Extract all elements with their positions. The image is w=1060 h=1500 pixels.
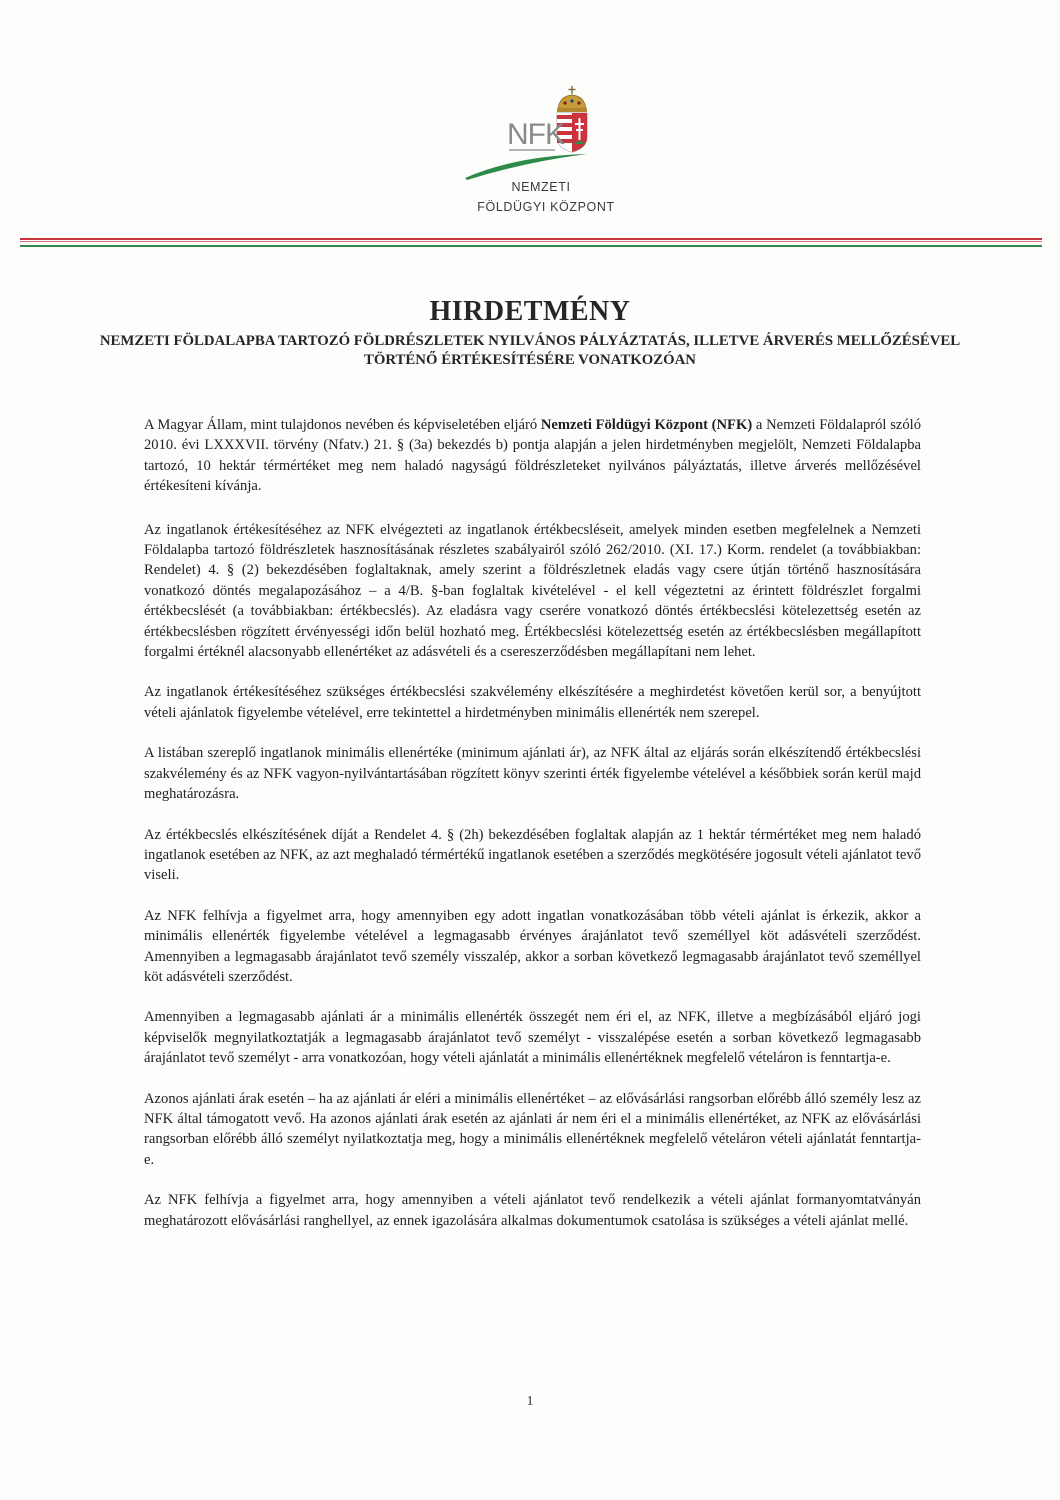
paragraph-8: Azonos ajánlati árak esetén – ha az ajánlati ár eléri a minimális ellenértéket – az elővásárlási rangsorban előrébb álló személy lesz az NFK által támogatott vevő. Ha azonos ajánlati árak esetén az ajánlati ár nem éri el a minimális ellenértéket, az NFK az elővásárlási rangsorban előrébb álló személyt nyilatkoztatja meg, hogy a minimális ellenértéknek megfelelő vételáron vételi ajánlatát fenntartja-e. — [144, 1090, 921, 1168]
paragraph-1-end: a Nemzeti Földalapról szóló 2010. évi LXXXVII. törvény (Nfatv.) 21. § (3a) bekezdés b) pontja alapján a jelen hirdetményben megjelölt, Nemzeti Földalapba tartozó, 10 hektár térmértéket meg nem haladó nagyságú földrészleteket nyilvános pályáztatás, illetve árverés mellőzésével értékesíteni kívánja. — [144, 417, 921, 495]
paragraph-1-org-name: Nemzeti Földügyi Központ (NFK) — [540, 417, 753, 433]
paragraph-7: Amennyiben a legmagasabb ajánlati ár a minimális ellenérték összegét nem éri el, az NFK, illetve a megbízásából eljáró jogi képviselők megnyilatkoztatják a legmagasabb árajánlatot tevő személyt - visszalépése esetén a sorban következő legmagasabb árajánlatot tevő személyt - arra vonatkozóan, hogy vételi ajánlatát a minimális ellenértéknek megfelelő vételáron is fenntartja-e. — [144, 1009, 921, 1067]
document-body — [144, 415, 921, 1251]
org-name-line2: FÖLDÜGYI KÖZPONT — [477, 200, 615, 214]
header-rule-green — [20, 245, 1042, 247]
paragraph-5: Az értékbecslés elkészítésének díját a Rendelet 4. § (2h) bekezdésében foglaltak alapján az 1 hektár térmértéket meg nem haladó ingatlanok esetében az NFK, az azt meghaladó térmértékű ingatlanok esetében a szerződés megkötésére jogosult vételi ajánlatot tevő viseli. — [144, 826, 921, 884]
green-swoosh-icon — [465, 154, 587, 180]
logo-mark-text: NFK — [507, 118, 564, 151]
page-number: 1 — [526, 1394, 534, 1409]
document-title: HIRDETMÉNY — [429, 296, 631, 327]
paragraph-2: Az ingatlanok értékesítéséhez az NFK elvégezteti az ingatlanok értékbecsléseit, amelyek minden esetben megfelelnek a Nemzeti Földalapba tartozó földrészletek hasznosításának részletes szabályairól szóló 262/2010. (XI. 17.) Korm. rendelet (a továbbiakban: Rendelet) 4. § (2) bekezdésében foglaltaknak, amely szerint a földrészletnek eladás vagy csere útján történő hasznosítására vonatkozó döntés megalapozásához – a 4/B. §-ban foglaltak kivételével - el kell végeztetni az érintett földrészlet forgalmi értékbecslését (a továbbiakban: értékbecslés). Az eladásra vagy cserére vonatkozó döntés értékbecslési kötelezettség esetén az értékbecslésben rögzített érvényességi időn belül hozható meg. Értékbecslési kötelezettség esetén az értékbecslésben megállapított forgalmi értéknél alacsonyabb ellenértéket az adásvételi és a csereszerződésben megállapítani nem lehet. — [144, 521, 921, 661]
header-rule-red — [20, 238, 1042, 240]
paragraph-1-start: A Magyar Állam, mint tulajdonos nevében és képviseletében eljáró — [144, 417, 541, 433]
holy-crown-icon — [557, 86, 587, 112]
paragraph-3: Az ingatlanok értékesítéséhez szükséges értékbecslési szakvélemény elkészítésére a meghirdetést követően kerül sor, a benyújtott vételi ajánlatok figyelembe vételével, erre tekintettel a hirdetményben minimális ellenérték nem szerepel. — [144, 684, 921, 721]
org-name-line1: NEMZETI — [511, 180, 571, 194]
paragraph-9: Az NFK felhívja a figyelmet arra, hogy amennyiben a vételi ajánlatot tevő rendelkezik a vételi ajánlat formanyomtatványán meghatározott elővásárlási ranghellyel, az ennek igazolására alkalmas dokumentumok csatolása is szükséges a vételi ajánlat mellé. — [144, 1192, 921, 1229]
header-logo — [0, 82, 1060, 222]
nfk-logo-icon — [455, 82, 605, 182]
header-rule-red-thin — [20, 241, 1042, 242]
paragraph-4: A listában szereplő ingatlanok minimális ellenértéke (minimum ajánlati ár), az NFK által az eljárás során elkészítendő értékbecslési szakvélemény és az NFK vagyon-nyilvántartásában rögzített könyv szerinti érték figyelembe vételével a későbbiek során kerül majd meghatározásra. — [144, 745, 921, 803]
paragraph-1 — [144, 415, 921, 497]
document-subtitle: NEMZETI FÖLDALAPBA TARTOZÓ FÖLDRÉSZLETEK NYILVÁNOS PÁLYÁZTATÁS, ILLETVE ÁRVERÉS MELLŐZÉSÉVEL TÖRTÉNŐ ÉRTÉKESÍTÉSÉRE VONATKOZÓAN — [99, 333, 961, 368]
paragraph-6: Az NFK felhívja a figyelmet arra, hogy amennyiben egy adott ingatlan vonatkozásában több vételi ajánlat is érkezik, akkor a minimális ellenérték figyelembe vételével a legmagasabb érvényes árajánlatot tevő személlyel köt adásvételi szerződést. Amennyiben a legmagasabb árajánlatot tevő személy visszalép, akkor a sorban következő legmagasabb árajánlatot tevő személlyel köt adásvételi szerződést. — [144, 907, 921, 985]
